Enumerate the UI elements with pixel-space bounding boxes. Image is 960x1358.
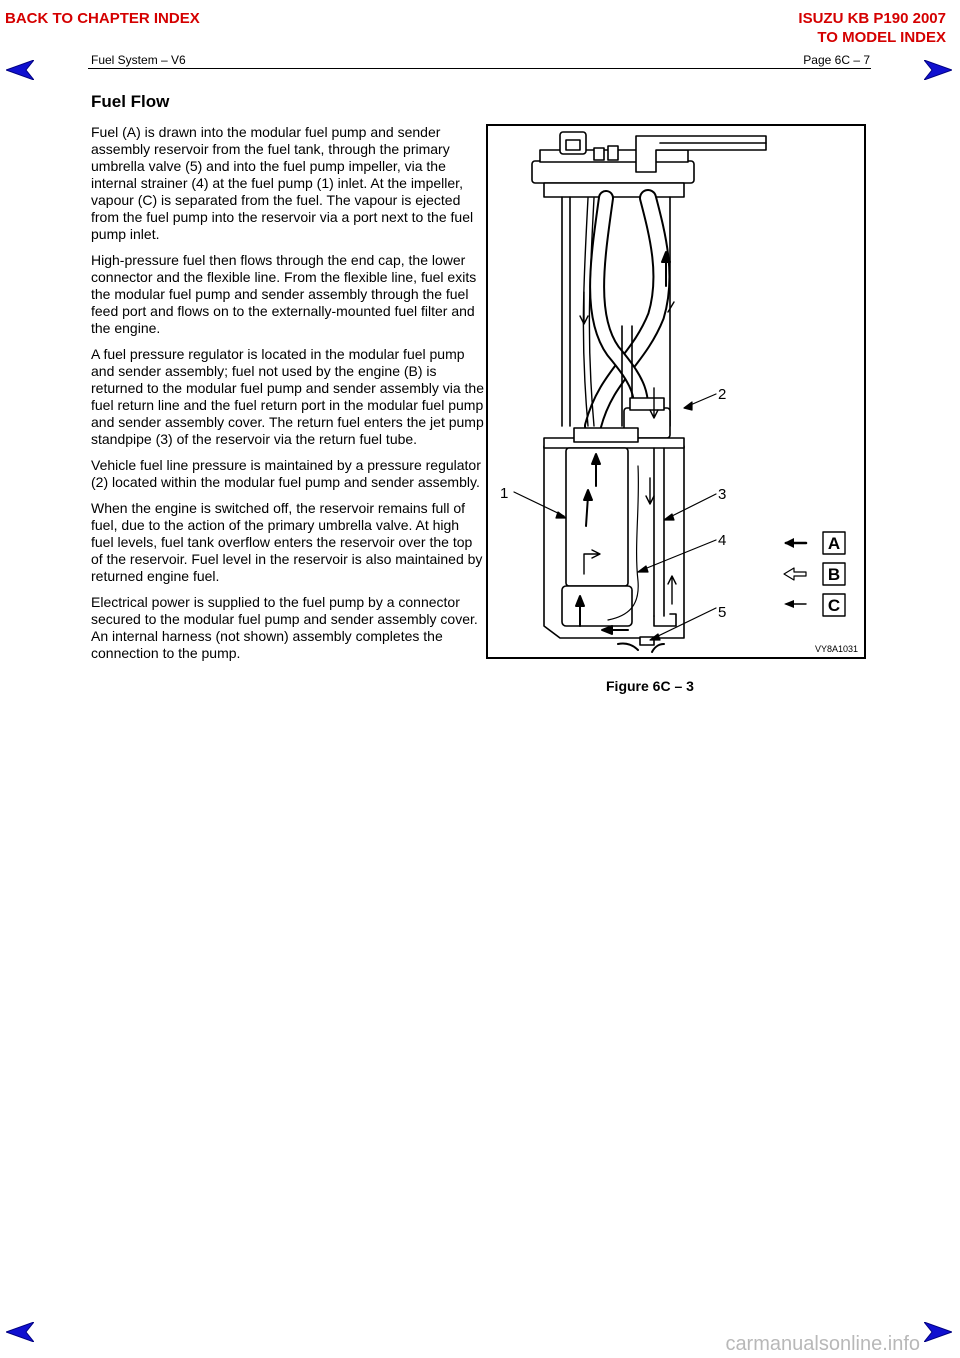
- header-rule: [88, 68, 871, 69]
- paragraph-pressure-regulator: A fuel pressure regulator is located in the modular fuel pump and sender assembly; fuel not used by the engine (B) is returned to the modular fuel pump and sender assembly via the fuel return line and the fuel return port in the modular fuel pump and sender assembly cover. The return fuel enters the jet pump standpipe (3) of the reservoir via the return fuel tube.: [91, 346, 485, 447]
- callout-3: 3: [718, 486, 727, 503]
- legend-label-a: A: [827, 534, 841, 553]
- flow-legend: [784, 532, 845, 616]
- paragraph-electrical-power: Electrical power is supplied to the fuel pump by a connector secured to the modular fuel pump and sender assembly cover. An internal harness (not shown) assembly completes the connection to the pump.: [91, 594, 478, 661]
- fuel-pump-diagram: [488, 126, 864, 657]
- running-header-left: Fuel System – V6: [91, 53, 186, 67]
- previous-page-arrow-bottom-icon[interactable]: [6, 1322, 34, 1342]
- paragraph-fuel-intake: Fuel (A) is drawn into the modular fuel pump and sender assembly reservoir from the fuel tank, through the primary umbrella valve (5) and into the fuel pump impeller, via the internal strainer (4) at the fuel pump (1) inlet. At the impeller, vapour (C) is separated from the fuel. The vapour is ejected from the fuel pump into the reservoir via a port next to the fuel pump inlet.: [91, 124, 474, 242]
- callout-4: 4: [718, 532, 727, 549]
- fuel-pump-figure: [486, 124, 866, 659]
- paragraph-high-pressure: High-pressure fuel then flows through the end cap, the lower connector and the flexible line. From the flexible line, fuel exits the modular fuel pump and sender assembly through the fuel feed port and flows on to the externally-mounted fuel filter and the engine.: [91, 252, 477, 336]
- to-model-index-link[interactable]: TO MODEL INDEX: [817, 29, 946, 46]
- legend-arrow-return-icon: [784, 568, 806, 580]
- flexible-lines: [583, 198, 661, 426]
- callout-5: 5: [718, 604, 727, 621]
- back-to-chapter-index-link[interactable]: BACK TO CHAPTER INDEX: [5, 10, 200, 27]
- figure-code: VY8A1031: [814, 644, 858, 654]
- next-page-arrow-icon[interactable]: [924, 60, 952, 80]
- callout-2: 2: [718, 386, 727, 403]
- legend-label-c: C: [827, 596, 841, 615]
- fuel-pump: [562, 448, 638, 626]
- callout-1: 1: [500, 485, 509, 502]
- model-title-link[interactable]: ISUZU KB P190 2007: [798, 10, 946, 27]
- watermark: carmanualsonline.info: [725, 1333, 920, 1355]
- legend-label-b: B: [827, 565, 841, 584]
- figure-caption: Figure 6C – 3: [606, 678, 694, 694]
- pump-cover: [532, 132, 766, 197]
- paragraph-line-pressure: Vehicle fuel line pressure is maintained by a pressure regulator (2) located within the modular fuel pump and sender assembly.: [91, 457, 481, 490]
- paragraph-engine-off: When the engine is switched off, the reservoir remains full of fuel, due to the action of the primary umbrella valve. At high fuel levels, fuel tank overflow enters the reservoir over the top of the reservoir. Fuel level in the reservoir is also maintained by returned engine fuel.: [91, 500, 483, 584]
- next-page-arrow-bottom-icon[interactable]: [924, 1322, 952, 1342]
- previous-page-arrow-icon[interactable]: [6, 60, 34, 80]
- section-title: Fuel Flow: [91, 92, 170, 111]
- running-header-page-number: Page 6C – 7: [803, 53, 870, 67]
- body-text: [91, 124, 484, 671]
